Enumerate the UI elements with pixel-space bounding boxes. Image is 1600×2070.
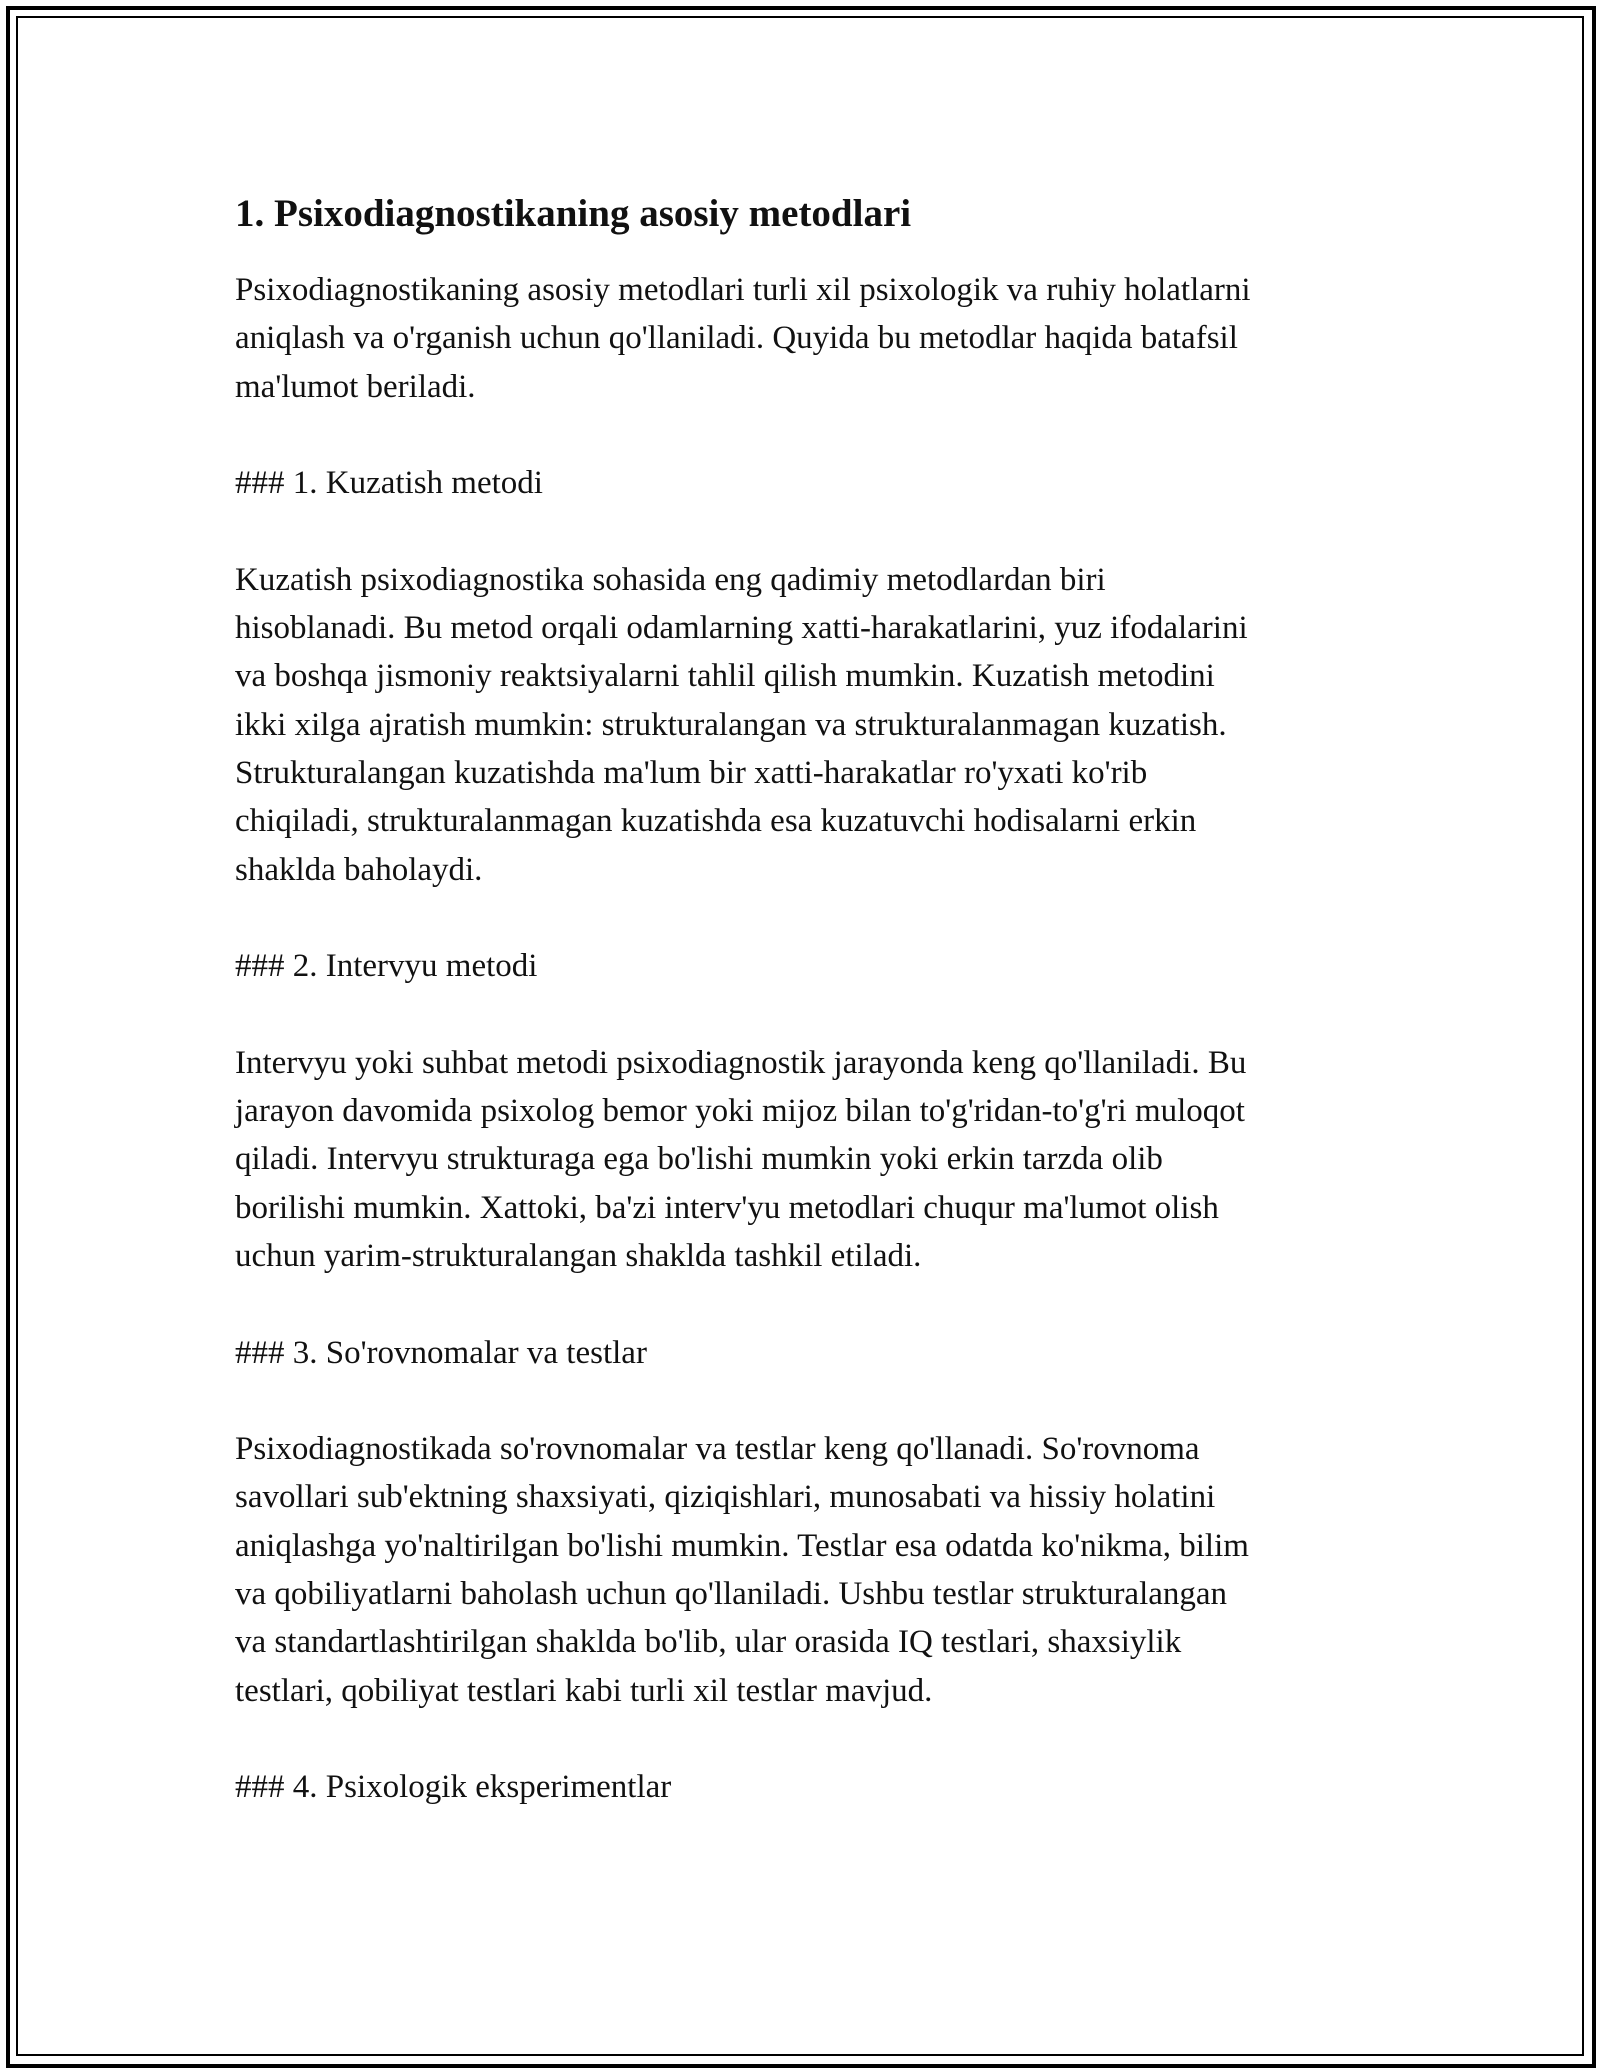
intro-line: ma'lumot beriladi. [235,368,476,405]
paragraph-line: borilishi mumkin. Xattoki, ba'zi interv'yu metodlari chuqur ma'lumot olish [235,1189,1219,1226]
paragraph-line: va qobiliyatlarni baholash uchun qo'llaniladi. Ushbu testlar strukturalangan [235,1576,1228,1613]
paragraph-line: Strukturalangan kuzatishda ma'lum bir xatti-harakatlar ro'yxati ko'rib [235,754,1148,791]
paragraph-line: Kuzatish psixodiagnostika sohasida eng qadimiy metodlardan biri [235,561,1106,598]
paragraph-line: shaklda baholaydi. [235,851,483,888]
document-body [235,186,1380,1812]
intro-paragraph [235,266,1380,411]
paragraph-line: Intervyu yoki suhbat metodi psixodiagnostik jarayonda keng qo'llaniladi. Bu [235,1044,1247,1081]
paragraph-line: uchun yarim-strukturalangan shaklda tashkil etiladi. [235,1237,922,1274]
section-heading: ### 2. Intervyu metodi [235,948,538,985]
paragraph-line: hisoblanadi. Bu metod orqali odamlarning xatti-harakatlarini, yuz ifodalarini [235,610,1248,647]
paragraph-line: va boshqa jismoniy reaktsiyalarni tahlil qilish mumkin. Kuzatish metodini [235,658,1215,695]
intro-line: aniqlash va o'rganish uchun qo'llaniladi. Quyida bu metodlar haqida batafsil [235,320,1238,357]
document-title: 1. Psixodiagnostikaning asosiy metodlari [235,192,912,235]
paragraph-line: va standartlashtirilgan shaklda bo'lib, ular orasida IQ testlari, shaxsiylik [235,1624,1182,1661]
section-heading: ### 4. Psixologik eksperimentlar [235,1769,672,1806]
paragraph-line: testlari, qobiliyat testlari kabi turli xil testlar mavjud. [235,1672,933,1709]
section-heading: ### 3. So'rovnomalar va testlar [235,1334,647,1371]
section-paragraph [235,1425,1380,1715]
paragraph-line: Psixodiagnostikada so'rovnomalar va testlar keng qo'llanadi. So'rovnoma [235,1431,1200,1468]
section-paragraph [235,556,1380,894]
paragraph-line: ikki xilga ajratish mumkin: strukturalangan va strukturalanmagan kuzatish. [235,706,1227,743]
paragraph-line: jarayon davomida psixolog bemor yoki mijoz bilan to'g'ridan-to'g'ri muloqot [235,1093,1245,1130]
section-paragraph [235,1039,1380,1280]
paragraph-line: savollari sub'ektning shaxsiyati, qiziqishlari, munosabati va hissiy holatini [235,1479,1216,1516]
intro-line: Psixodiagnostikaning asosiy metodlari turli xil psixologik va ruhiy holatlarni [235,272,1251,308]
paragraph-line: chiqiladi, strukturalanmagan kuzatishda esa kuzatuvchi hodisalarni erkin [235,803,1197,840]
section-heading: ### 1. Kuzatish metodi [235,465,543,502]
paragraph-line: aniqlashga yo'naltirilgan bo'lishi mumkin. Testlar esa odatda ko'nikma, bilim [235,1527,1249,1564]
paragraph-line: qiladi. Intervyu strukturaga ega bo'lishi mumkin yoki erkin tarzda olib [235,1141,1163,1178]
